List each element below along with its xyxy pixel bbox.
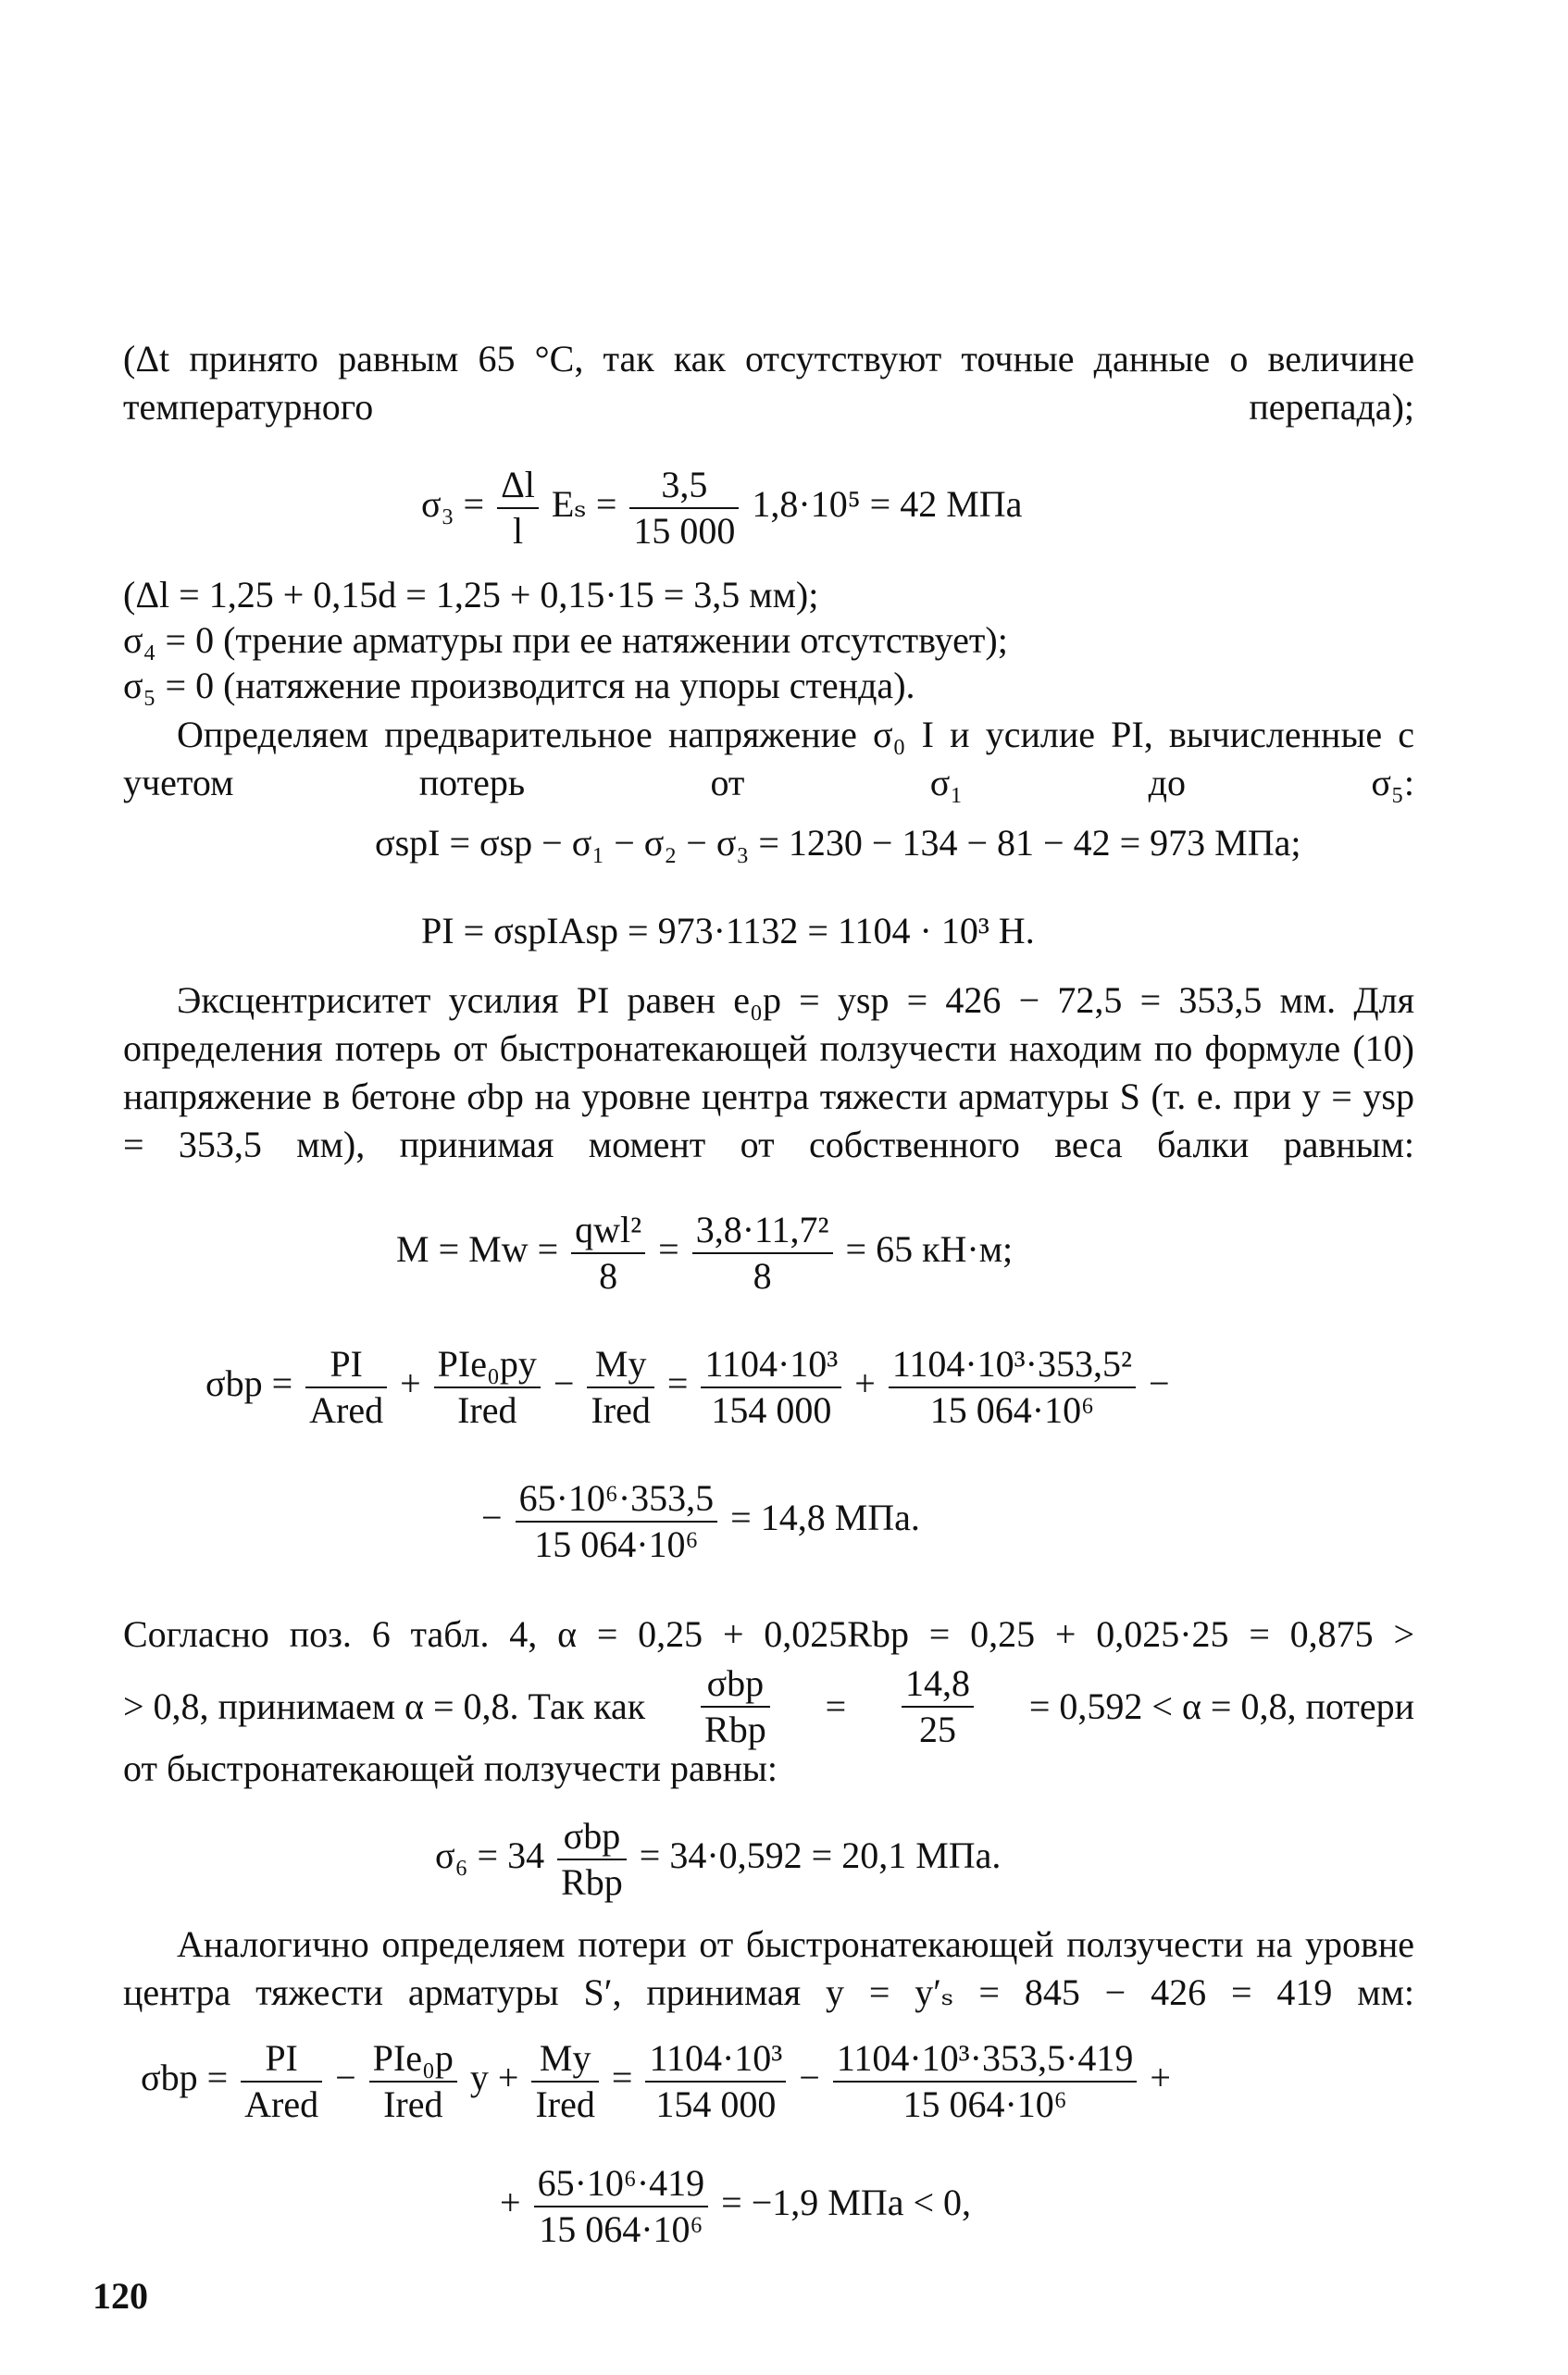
- equation-sigma-bp-1: σbp = $\frac{PI}{\text{Ared}}$ + $\frac{\text{PIe₀py}}{\text{Ired}}$ − $\frac{My}{\text{Ired}}$ = $\frac{\text{1104·10³}}{154 000}$ + $\frac{\text{1104·10³·353,5²}}{\text{15 064·10⁶}}$ −: [205, 1343, 1170, 1431]
- equation-moment: M = Mw = $\frac{\text{qwl²}}{8}$ = $\frac{\text{3,8·11,7²}}{8}$ = 65 кН·м;: [396, 1209, 1014, 1297]
- equation-p-l: PI = σspIAsp = 973·1132 = 1104 · 10³ Н.: [421, 910, 1035, 951]
- line-losses-equal: от быстронатекающей ползучести равны:: [123, 1747, 778, 1789]
- paragraph-eccentricity: Эксцентриситет усилия PI равен e₀p = ysp = 426 − 72,5 = 353,5 мм. Для определения потерь от быстронатекающей ползучести находим по формуле (10) напряжение в бетоне σbp на уровне центра тяжести арматуры S (т. е. при y = ysp = 353,5 мм), принимая момент от собственного веса балки равным:: [123, 979, 1414, 1165]
- line-ratio: > 0,8, принимаем α = 0,8. Так как $\frac{\text{σbp}}{\text{Rbp}}$ = $\frac{14,8}{25}$ = 0,592 < α = 0,8, потери: [123, 1662, 1414, 1750]
- paragraph-delta-t: (Δt принято равным 65 °C, так как отсутствуют точные данные о величине температурного перепада);: [123, 338, 1414, 428]
- page-number: 120: [93, 2275, 148, 2317]
- equation-sigma-bp-2: σbp = $\frac{PI}{\text{Ared}}$ − $\frac{\text{PIe₀p}}{\text{Ired}}$ y + $\frac{My}{\text{Ired}}$ = $\frac{\text{1104·10³}}{154 000}$ − $\frac{\text{1104·10³·353,5·419}}{\text{15 064·10⁶}}$ +: [141, 2037, 1171, 2125]
- equation-sigma6: σ₆ = 34 $\frac{\text{σbp}}{\text{Rbp}}$ = 34·0,592 = 20,1 МПа.: [435, 1815, 1002, 1903]
- paragraph-prestress: Определяем предварительное напряжение σ₀ I и усилие PI, вычисленные с учетом потерь от σ₁ до σ₅:: [123, 714, 1414, 803]
- equation-sigma-bp-2-cont: + $\frac{\text{65·10⁶·419}}{\text{15 064·10⁶}}$ = −1,9 МПа < 0,: [500, 2162, 972, 2250]
- equation-sigma3: σ₃ = $\frac{\Delta l}{l}$ Eₛ = $\frac{3,5}{15 000}$ 1,8·10⁵ = 42 МПа: [421, 464, 1023, 552]
- line-alpha: Согласно поз. 6 табл. 4, α = 0,25 + 0,025Rbp = 0,25 + 0,025·25 = 0,875 >: [123, 1613, 1414, 1655]
- line-sigma4: σ₄ = 0 (трение арматуры при ее натяжении отсутствует);: [123, 619, 1008, 661]
- paragraph-similarly: Аналогично определяем потери от быстронатекающей ползучести на уровне центра тяжести арматуры S′, принимая y = y′ₛ = 845 − 426 = 419 мм:: [123, 1923, 1414, 2013]
- equation-sigma-spl: σspI = σsp − σ₁ − σ₂ − σ₃ = 1230 − 134 − 81 − 42 = 973 МПа;: [375, 822, 1301, 864]
- equation-sigma-bp-1-cont: − $\frac{\text{65·10⁶·353,5}}{\text{15 064·10⁶}}$ = 14,8 МПа.: [481, 1477, 920, 1565]
- line-sigma5: σ₅ = 0 (натяжение производится на упоры стенда).: [123, 665, 915, 706]
- line-delta-l: (Δl = 1,25 + 0,15d = 1,25 + 0,15·15 = 3,5 мм);: [123, 574, 819, 616]
